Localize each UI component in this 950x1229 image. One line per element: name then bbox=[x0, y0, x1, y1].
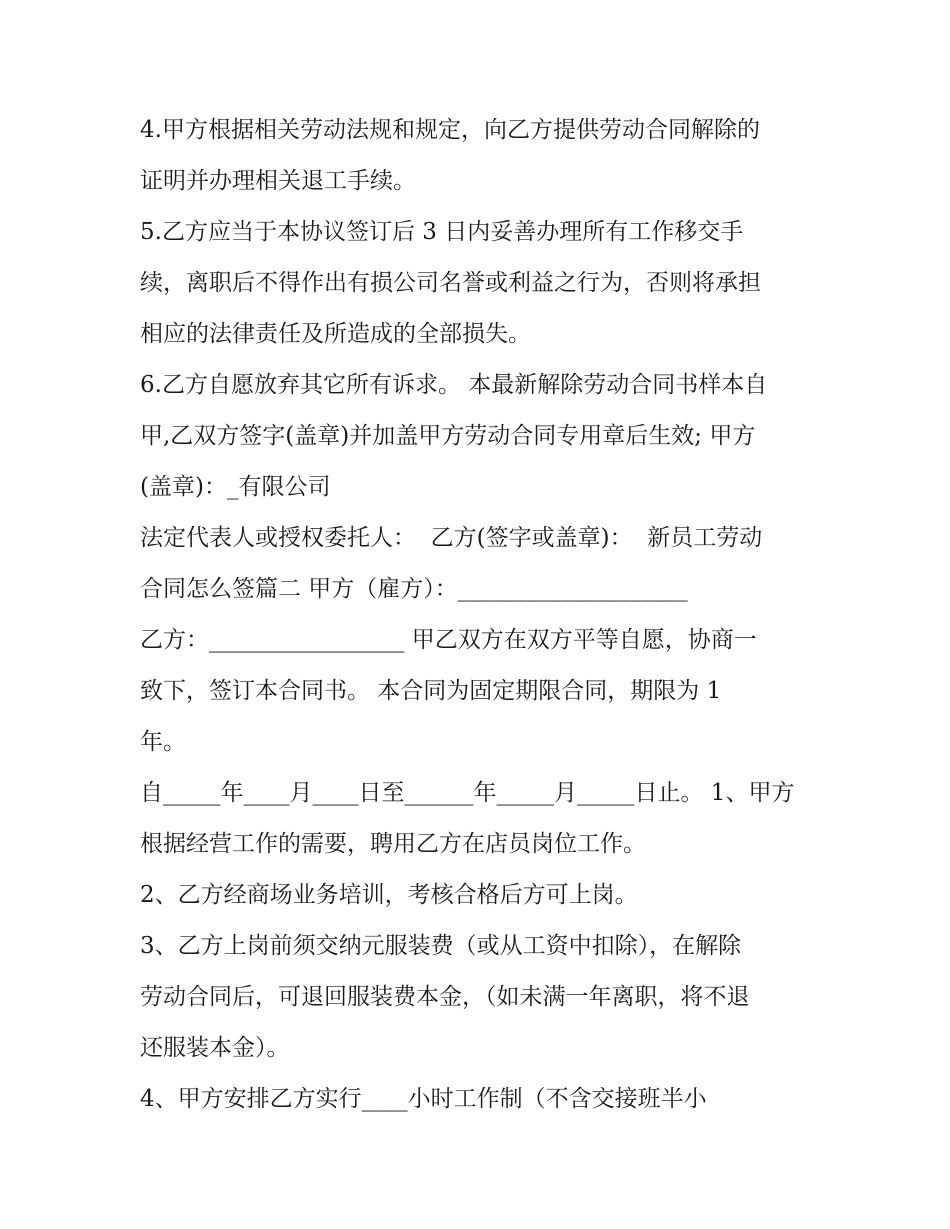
text-line: 还服装本金）。 bbox=[140, 1035, 290, 1061]
text-line: (盖章)：_有限公司 bbox=[140, 474, 331, 500]
text-line: 证明并办理相关退工手续。 bbox=[140, 168, 416, 194]
text-line: 合同怎么签篇二 甲方（雇方）：____________________ bbox=[140, 576, 688, 602]
text-line: 乙方：_________________ 甲乙双方在双方平等自愿，协商一 bbox=[140, 627, 757, 653]
text-line: 年。 bbox=[140, 729, 186, 755]
text-line: 6.乙方自愿放弃其它所有诉求。 本最新解除劳动合同书样本自 bbox=[140, 372, 768, 398]
text-line: 致下，签订本合同书。 本合同为固定期限合同，期限为 1 bbox=[140, 678, 722, 704]
text-line: 5.乙方应当于本协议签订后 3 日内妥善办理所有工作移交手 bbox=[140, 219, 744, 245]
text-line: 4、甲方安排乙方实行____小时工作制（不含交接班半小 bbox=[140, 1086, 707, 1112]
text-line: 2、乙方经商场业务培训，考核合格后方可上岗。 bbox=[140, 882, 638, 908]
text-line: 续，离职后不得作出有损公司名誉或利益之行为，否则将承担 bbox=[140, 270, 761, 296]
text-line: 自_____年____月____日至______年_____月_____日止。 1、甲方 bbox=[140, 780, 795, 806]
text-line: 3、乙方上岗前须交纳元服装费（或从工资中扣除），在解除 bbox=[140, 933, 742, 959]
text-line: 法定代表人或授权委托人： 乙方(签字或盖章)： 新员工劳动 bbox=[140, 525, 763, 551]
contract-text bbox=[140, 105, 830, 1125]
text-line: 相应的法律责任及所造成的全部损失。 bbox=[140, 321, 531, 347]
text-line: 4.甲方根据相关劳动法规和规定，向乙方提供劳动合同解除的 bbox=[140, 117, 760, 143]
text-line: 甲,乙双方签字(盖章)并加盖甲方劳动合同专用章后生效; 甲方 bbox=[140, 423, 756, 449]
text-line: 劳动合同后，可退回服装费本金，（如未满一年离职，将不退 bbox=[140, 984, 750, 1010]
text-line: 根据经营工作的需要，聘用乙方在店员岗位工作。 bbox=[140, 831, 646, 857]
